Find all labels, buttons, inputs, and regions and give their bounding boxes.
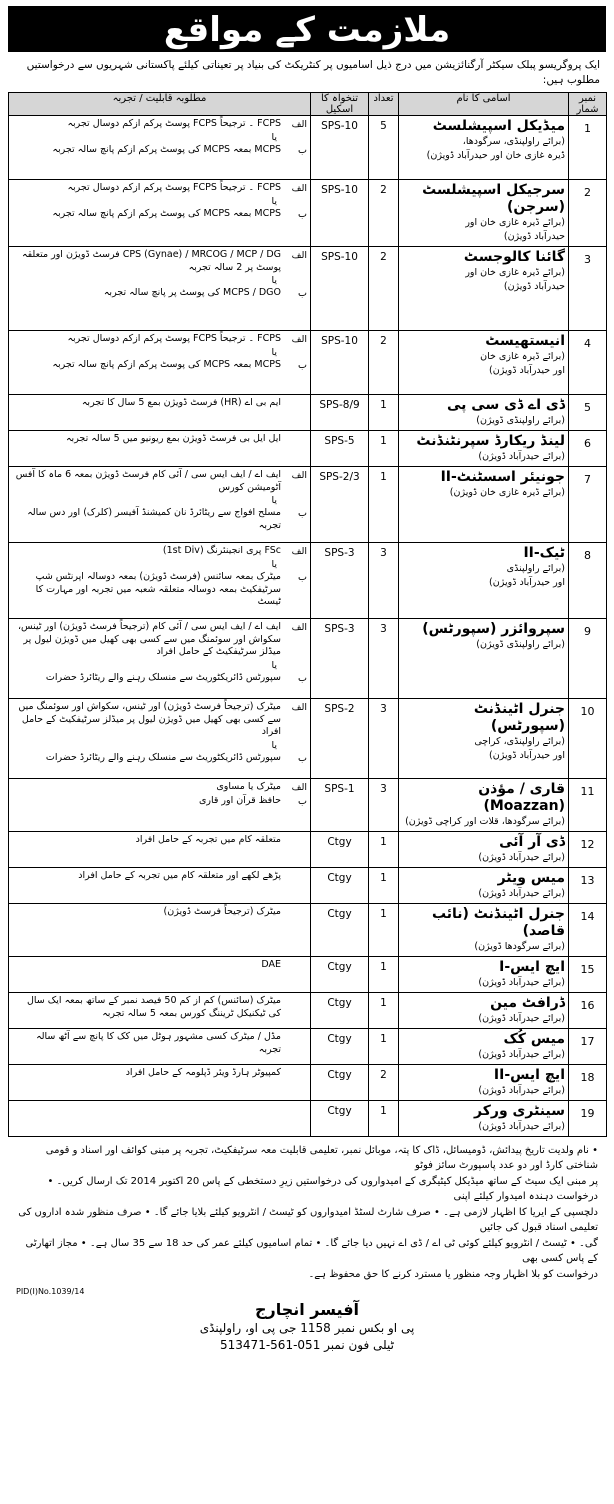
post-name: ڈی آر آئی [499,834,565,850]
qualification-label [281,1031,307,1056]
post-locations: (برائے حیدرآباد ڈویژن) [478,852,565,863]
table-row [9,1101,607,1137]
cell-scale: Ctgy [311,1065,369,1101]
cell-count: 5 [369,116,399,180]
cell-serial: 17 [569,1029,607,1065]
qualification-block [12,870,307,884]
cell-post [399,1029,569,1065]
footer-officer-title: آفیسر انچارج [254,1300,360,1319]
post-locations: ڈیرہ غازی خان اور حیدرآباد ڈویژن) [426,150,565,161]
post-name: ایچ ایس-I [499,959,565,975]
qualification-or: یا [271,275,277,286]
qualification-label: ب [298,209,307,220]
qualification-block [12,545,307,610]
qualification-label: الف [291,470,307,481]
cell-qualification [9,116,311,180]
cell-post [399,180,569,247]
post-name: ایچ ایس-II [493,1067,565,1083]
cell-scale: SPS-2 [311,699,369,779]
qualification-label [281,433,307,446]
cell-count: 2 [369,1065,399,1101]
cell-scale: SPS-10 [311,247,369,331]
cell-post [399,395,569,431]
post-name: میڈیکل اسپیشلسٹ [432,118,565,134]
cell-qualification [9,247,311,331]
cell-serial: 13 [569,868,607,904]
cell-serial: 18 [569,1065,607,1101]
qualification-block [12,397,307,411]
cell-count: 1 [369,904,399,957]
cell-scale: Ctgy [311,1029,369,1065]
cell-count: 2 [369,180,399,247]
cell-serial: 3 [569,247,607,331]
table-row [9,779,607,832]
qualification-text: میٹرک (ترجیحاً فرسٹ ڈویژن) [163,906,281,917]
cell-serial: 7 [569,467,607,543]
qualification-block [12,469,307,533]
header-count: تعداد [369,93,399,116]
qualification-block [12,333,307,373]
qualification-label: ب [298,796,307,807]
footer [8,1300,606,1352]
qualification-block [12,1031,307,1057]
cell-qualification [9,832,311,868]
cell-count: 1 [369,957,399,993]
header-qualification: مطلوبہ قابلیت / تجربہ [9,93,311,116]
qualification-text: حافظ قرآن اور قاری [198,795,281,806]
cell-post [399,957,569,993]
qualification-block [12,621,307,686]
post-name: جونیئر اسسٹنٹ-II [440,469,565,485]
post-name: انیستھیسٹ [485,333,565,349]
qualification-label: الف [291,782,307,793]
qualification-text: میٹرک یا مساوی [216,781,281,792]
qualification-block [12,995,307,1021]
qualification-block [12,906,307,920]
post-locations: (برائے حیدرآباد ڈویژن) [478,1013,565,1024]
post-locations: (برائے حیدرآباد ڈویژن) [478,1085,565,1096]
cell-scale: Ctgy [311,1101,369,1137]
cell-qualification [9,543,311,619]
intro-text: ایک پروگریسو پبلک سیکٹر آرگنائزیشن میں درج ذیل اسامیوں پر کنٹریکٹ کی بنیاد پر تعیناتی کیلئے پاکستانی شہریوں سے درخواستیں مطلوب ہیں: [26,59,600,86]
cell-serial: 8 [569,543,607,619]
cell-post [399,247,569,331]
post-name: جنرل اٹینڈنٹ (سپورٹس) [473,701,565,734]
cell-serial: 2 [569,180,607,247]
qualification-text: FCPS ۔ ترجیحاً FCPS پوسٹ پرکم ازکم دوسال تجربہ [67,182,281,193]
post-locations: اور حیدرآباد ڈویژن) [489,577,565,588]
cell-post [399,832,569,868]
qualification-or: یا [271,739,277,751]
qualification-or: یا [271,132,277,143]
cell-count: 1 [369,467,399,543]
qualification-text: MCPS بمعہ MCPS کی پوسٹ پرکم ازکم پانچ سالہ تجربہ [52,208,281,219]
cell-post [399,619,569,699]
cell-count: 1 [369,1101,399,1137]
table-row [9,331,607,395]
table-row [9,832,607,868]
qualification-text: MCPS / DGO کی پوسٹ پر پانچ سالہ تجربہ [103,287,281,298]
qualification-text: ایف اے / ایف ایس سی / آئی کام (ترجیحاً فرسٹ ڈویژن) اور ٹینس، سکواش اور سوئمنگ میں سے کسی بھی کھیل میں ڈویژن لیول پر میڈلز سرٹیفکیٹ کے حامل افراد [17,621,281,657]
cell-serial: 4 [569,331,607,395]
qualification-block [12,118,307,158]
qualification-text: MCPS بمعہ MCPS کی پوسٹ پرکم ازکم پانچ سالہ تجربہ [52,359,281,370]
post-locations: اور حیدرآباد ڈویژن) [489,365,565,376]
table-row [9,993,607,1029]
cell-count: 1 [369,431,399,467]
post-name: سپروائزر (سپورٹس) [422,621,565,637]
cell-scale: Ctgy [311,904,369,957]
cell-post [399,993,569,1029]
cell-qualification [9,1101,311,1137]
post-name: میس کُک [503,1031,565,1047]
qualification-text: متعلقہ کام میں تجربہ کے حامل افراد [135,834,281,845]
note-line: درخواست کو بلا اظہار وجہ منظور یا مسترد کرنے کا حق محفوظ ہے۔ [308,1269,598,1280]
pid-number: PID(I)No.1039/14 [16,1287,85,1296]
table-row [9,868,607,904]
qualification-text: ایل ایل بی فرسٹ ڈویژن بمع ریونیو میں 5 سالہ تجربہ [65,433,281,444]
post-name: لینڈ ریکارڈ سپرنٹنڈنٹ [416,433,565,449]
table-header-row [9,93,607,116]
cell-qualification [9,993,311,1029]
table-row [9,957,607,993]
post-locations: (برائے حیدرآباد ڈویژن) [478,1121,565,1132]
qualification-label [281,397,307,410]
cell-serial: 16 [569,993,607,1029]
post-name: سینٹری ورکر [474,1103,565,1119]
header-sr: نمبر شمار [569,93,607,116]
qualification-or: یا [271,196,277,207]
qualification-or: یا [271,559,277,570]
cell-scale: SPS-8/9 [311,395,369,431]
cell-post [399,331,569,395]
post-locations: حیدرآباد ڈویژن) [503,231,565,242]
cell-qualification [9,868,311,904]
qualification-or: یا [271,659,277,671]
post-locations: (برائے راولپنڈی ڈویژن) [476,415,565,426]
vacancies-table [8,92,607,1137]
qualification-text: پڑھے لکھے اور متعلقہ کام میں تجربہ کے حامل افراد [78,870,281,881]
post-locations: (برائے حیدرآباد ڈویژن) [478,888,565,899]
qualification-text: میٹرک (ترجیحاً فرسٹ ڈویژن) اور ٹینس، سکواش اور سوئمنگ میں سے کسی بھی کھیل میں ڈویژن لیول پر میڈلز سرٹیفکیٹ کے حامل افراد [18,701,281,737]
post-locations: اور حیدرآباد ڈویژن) [489,750,565,761]
cell-count: 1 [369,832,399,868]
qualification-text: MCPS بمعہ MCPS کی پوسٹ پرکم ازکم پانچ سالہ تجربہ [52,144,281,155]
qualification-label: ب [298,360,307,371]
cell-scale: Ctgy [311,957,369,993]
qualification-label: الف [291,702,307,713]
qualification-block [12,781,307,809]
qualification-block [12,182,307,222]
note-line: گی۔ • ٹیسٹ / انٹرویو کیلئے کوئی ٹی اے / ڈی اے نہیں دیا جائے گا۔ • تمام اسامیوں کیلئے عمر کی حد 18 سے 35 سال ہے۔ • مجاز اتھارٹی کے پاس کسی بھی [25,1238,598,1264]
cell-qualification [9,957,311,993]
cell-serial: 5 [569,395,607,431]
cell-count: 2 [369,247,399,331]
cell-scale: SPS-5 [311,431,369,467]
qualification-text: میٹرک بمعہ سائنس (فرسٹ ڈویژن) بمعہ دوسالہ اپرنٹس شپ سرٹیفکیٹ بمعہ دوسالہ متعلقہ شعبہ میں تجربہ اور مہارت کا ٹیسٹ [35,571,281,607]
qualification-text: مڈل / میٹرک کسی مشہور ہوٹل میں کک کا پانچ سے آٹھ سالہ تجربہ [36,1031,281,1055]
cell-post [399,116,569,180]
cell-count: 3 [369,779,399,832]
qualification-label: ب [298,288,307,299]
cell-post [399,904,569,957]
qualification-text: FCPS ۔ ترجیحاً FCPS پوسٹ پرکم ازکم دوسال تجربہ [67,333,281,344]
cell-count: 1 [369,993,399,1029]
cell-scale: Ctgy [311,868,369,904]
post-name: ٹیک-II [523,545,565,561]
post-name: گائنا کالوجسٹ [463,249,565,265]
qualification-or: یا [271,495,277,506]
cell-post [399,467,569,543]
cell-serial: 15 [569,957,607,993]
qualification-label [281,906,307,919]
cell-qualification [9,904,311,957]
post-locations: (برائے راولپنڈی [506,563,565,574]
cell-scale: SPS-3 [311,619,369,699]
post-name: ڈرافٹ مین [490,995,565,1011]
qualification-text: میٹرک (سائنس) کم از کم 50 فیصد نمبر کے ساتھ بمعہ ایک سال کی ٹیکنیکل ٹریننگ کورس بمعہ 5 سالہ تجربہ [26,995,281,1019]
qualification-text: مسلح افواج سے ریٹائرڈ نان کمیشنڈ آفیسر (کلرک) اور دس سالہ تجربہ [27,507,281,531]
post-locations: (برائے حیدرآباد ڈویژن) [478,451,565,462]
qualification-label: الف [291,250,307,261]
cell-serial: 14 [569,904,607,957]
table-row [9,180,607,247]
table-row [9,904,607,957]
qualification-label: الف [291,119,307,130]
cell-qualification [9,431,311,467]
cell-count: 3 [369,543,399,619]
qualification-label [281,1067,307,1080]
cell-post [399,1065,569,1101]
cell-qualification [9,619,311,699]
post-locations: (برائے حیدرآباد ڈویژن) [478,977,565,988]
cell-scale: SPS-3 [311,543,369,619]
cell-scale: SPS-10 [311,180,369,247]
note-line: • نام ولدیت تاریخ پیدائش، ڈومیسائل، ڈاک کا پتہ، موبائل نمبر، تعلیمی قابلیت معہ سرٹیفکیٹ، تجربہ پر مبنی کوائف اور اسناد و قومی شناختی کارڈ اور دو عدد پاسپورٹ سائز فوٹو [45,1145,598,1171]
post-name: سرجیکل اسپیشلسٹ (سرجن) [422,182,565,215]
post-locations: (برائے سرگودھا ڈویژن) [474,941,565,952]
cell-serial: 6 [569,431,607,467]
qualification-block [12,834,307,848]
post-locations: (برائے سرگودھا، قلات اور کراچی ڈویژن) [405,816,565,827]
qualification-label: ب [298,752,307,764]
post-locations: حیدرآباد ڈویژن) [503,281,565,292]
table-row [9,543,607,619]
qualification-label: ب [298,508,307,519]
cell-qualification [9,180,311,247]
qualification-text: FSc پری انجینئرنگ (1st Div) [162,545,281,556]
cell-serial: 19 [569,1101,607,1137]
qualification-text: FCPS ۔ ترجیحاً FCPS پوسٹ پرکم ازکم دوسال تجربہ [67,118,281,129]
qualification-label [281,834,307,847]
cell-count: 1 [369,395,399,431]
qualification-text: ایف اے / ایف ایس سی / آئی کام فرسٹ ڈویژن بمعہ 6 ماہ کا آفس آٹومیشن کورس [15,469,281,493]
cell-serial: 1 [569,116,607,180]
post-name: قاری / مؤذن (Moazzan) [478,781,565,814]
qualification-label [281,959,307,972]
qualification-label: ب [298,672,307,684]
cell-qualification [9,779,311,832]
cell-post [399,1101,569,1137]
table-row [9,395,607,431]
cell-serial: 12 [569,832,607,868]
cell-qualification [9,467,311,543]
cell-scale: Ctgy [311,832,369,868]
cell-qualification [9,395,311,431]
table-row [9,1029,607,1065]
cell-qualification [9,1029,311,1065]
qualification-block [12,249,307,301]
post-locations: (برائے ڈیرہ غازی خان اور [465,267,565,278]
cell-post [399,431,569,467]
table-row [9,431,607,467]
qualification-block [12,1067,307,1081]
qualification-text: سپورٹس ڈائریکٹوریٹ سے منسلک رہنے والے ریٹائرڈ حضرات [45,751,281,763]
cell-scale: SPS-10 [311,116,369,180]
cell-scale: SPS-10 [311,331,369,395]
qualification-or: یا [271,347,277,358]
cell-post [399,699,569,779]
qualification-label: ب [298,572,307,583]
table-row [9,247,607,331]
post-name: میس ویٹر [497,870,565,886]
cell-post [399,868,569,904]
cell-qualification [9,1065,311,1101]
qualification-block [12,959,307,973]
table-row [9,699,607,779]
qualification-label [281,995,307,1020]
note-line: پر مبنی ایک سیٹ کے ساتھ میڈیکل کیٹیگری کے امیدواروں کی درخواستیں زیرِ دستخطی کے پاس 20 اکتوبر 2014 تک ارسال کریں۔ • درخواست دہندہ امیدوار کیلئے اپنی [47,1176,598,1202]
post-locations: (برائے راولپنڈی ڈویژن) [476,639,565,650]
header-scale: تنخواہ کا اسکیل [311,93,369,116]
cell-scale: Ctgy [311,993,369,1029]
post-locations: (برائے ڈیرہ غازی خان [480,351,565,362]
qualification-text: DAE [261,959,281,970]
cell-scale: SPS-1 [311,779,369,832]
header-name: اسامی کا نام [399,93,569,116]
cell-serial: 11 [569,779,607,832]
table-row [9,116,607,180]
cell-count: 2 [369,331,399,395]
qualification-text: ایم بی اے (HR) فرسٹ ڈویژن بمع 5 سال کا تجربہ [81,397,281,408]
post-name: جنرل اٹینڈنٹ (نائب قاصد) [431,906,565,939]
cell-count: 1 [369,1029,399,1065]
footer-phone: ٹیلی فون نمبر 051-561-513471 [220,1338,394,1352]
table-row [9,619,607,699]
table-row [9,1065,607,1101]
post-locations: (برائے ڈیرہ غازی خان اور [465,217,565,228]
post-locations: (برائے راولپنڈی، سرگودھا، [462,136,565,147]
cell-count: 3 [369,619,399,699]
footer-address: پی او بکس نمبر 1158 جی پی او، راولپنڈی [199,1321,415,1335]
post-locations: (برائے ڈیرہ غازی خان ڈویژن) [449,487,565,498]
cell-serial: 10 [569,699,607,779]
qualification-label [281,870,307,883]
qualification-text: سپورٹس ڈائریکٹوریٹ سے منسلک رہنے والے ریٹائرڈ حضرات [45,671,281,683]
banner-title: ملازمت کے مواقع [8,6,606,52]
cell-qualification [9,699,311,779]
qualification-text: CPS (Gynae) / MRCOG / MCP / DG فرسٹ ڈویژن اور متعلقہ پوسٹ پر 2 سالہ تجربہ [22,249,281,273]
cell-qualification [9,331,311,395]
qualification-label: ب [298,145,307,156]
post-locations: (برائے حیدرآباد ڈویژن) [478,1049,565,1060]
qualification-label: الف [291,334,307,345]
cell-post [399,543,569,619]
note-line: دلچسپی کے ایریا کا اظہار لازمی ہے۔ • صرف شارٹ لسٹڈ امیدواروں کو ٹیسٹ / انٹرویو کیلئے بلایا جائے گا۔ • صرف منظور شدہ اداروں کی تعلیمی اسناد قبول کی جائیں [18,1207,598,1233]
cell-count: 1 [369,868,399,904]
cell-post [399,779,569,832]
post-name: ڈی اے ڈی سی پی [447,397,565,413]
cell-count: 3 [369,699,399,779]
qualification-block [12,701,307,766]
cell-scale: SPS-2/3 [311,467,369,543]
qualification-text: کمپیوٹر ہارڈ ویئر ڈپلومہ کے حامل افراد [125,1067,281,1078]
qualification-label: الف [291,622,307,633]
qualification-label: الف [291,183,307,194]
post-locations: (برائے راولپنڈی، کراچی [474,736,565,747]
notes-section [8,1137,606,1282]
cell-serial: 9 [569,619,607,699]
qualification-block [12,433,307,447]
table-row [9,467,607,543]
qualification-label: الف [291,546,307,557]
